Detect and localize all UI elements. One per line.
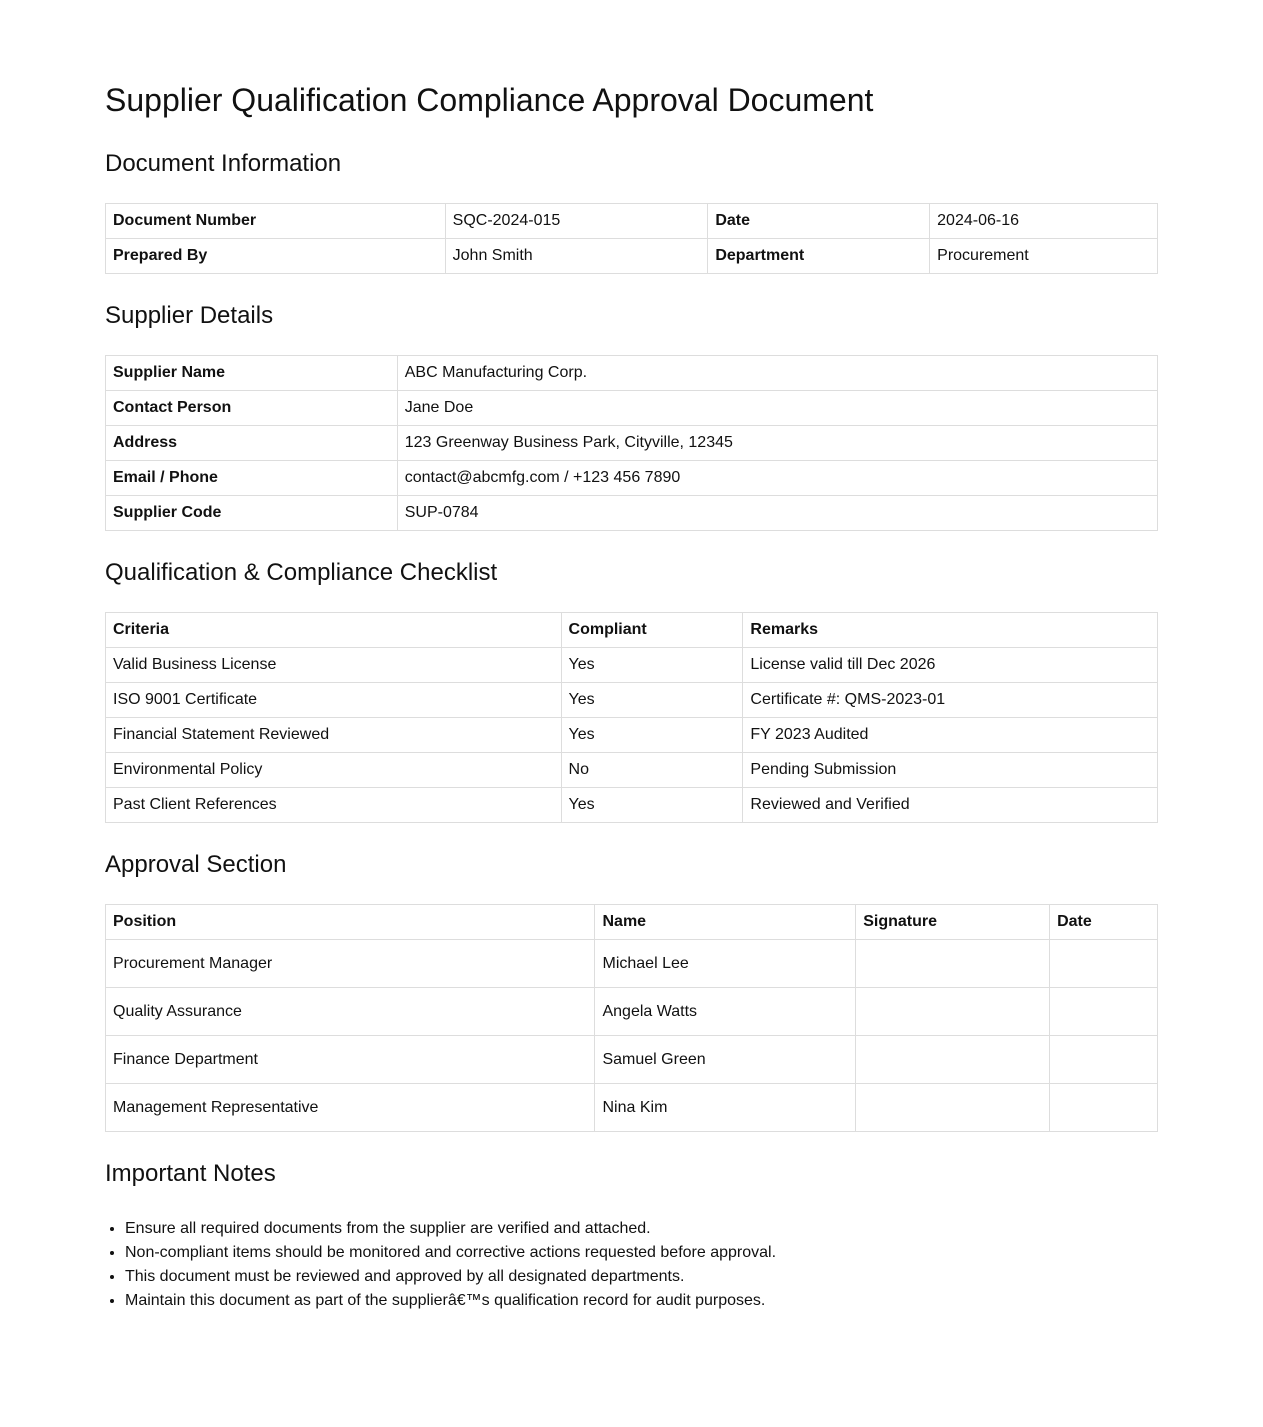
approval-heading: Approval Section <box>105 851 287 878</box>
department-value: Procurement <box>930 239 1158 274</box>
table-row <box>106 788 1158 823</box>
date-cell <box>1050 940 1158 988</box>
note-item: • Non-compliant items should be monitored and corrective actions requested before approval. <box>125 1241 1158 1265</box>
notes-list <box>105 1217 1158 1313</box>
table-row <box>106 356 1158 391</box>
compliant-cell: Yes <box>561 788 743 823</box>
supplier-field-value: 123 Greenway Business Park, Cityville, 12345 <box>397 426 1157 461</box>
remarks-cell: Certificate #: QMS-2023-01 <box>743 683 1158 718</box>
criteria-cell: Valid Business License <box>106 648 562 683</box>
signature-cell <box>856 1084 1050 1132</box>
supplier-field-label: Supplier Code <box>106 496 398 531</box>
supplier-field-label: Supplier Name <box>106 356 398 391</box>
checklist-heading: Qualification & Compliance Checklist <box>105 559 498 586</box>
table-row <box>106 988 1158 1036</box>
date-label: Date <box>708 204 930 239</box>
supplier-field-value: SUP-0784 <box>397 496 1157 531</box>
supplier-field-value: contact@abcmfg.com / +123 456 7890 <box>397 461 1157 496</box>
table-row <box>106 648 1158 683</box>
column-header-position: Position <box>106 905 595 940</box>
note-item: • Maintain this document as part of the supplierâ€™s qualification record for audit purposes. <box>125 1289 1158 1313</box>
criteria-cell: Financial Statement Reviewed <box>106 718 562 753</box>
column-header-name: Name <box>595 905 856 940</box>
date-cell <box>1050 988 1158 1036</box>
table-row <box>106 718 1158 753</box>
prepared-by-value: John Smith <box>445 239 708 274</box>
name-cell: Samuel Green <box>595 1036 856 1084</box>
compliant-cell: Yes <box>561 683 743 718</box>
prepared-by-label: Prepared By <box>106 239 446 274</box>
table-row <box>106 1036 1158 1084</box>
table-row <box>106 426 1158 461</box>
name-cell: Nina Kim <box>595 1084 856 1132</box>
table-row <box>106 496 1158 531</box>
supplier-details-table <box>105 355 1158 531</box>
criteria-cell: Environmental Policy <box>106 753 562 788</box>
document-info-heading: Document Information <box>105 150 342 177</box>
supplier-field-label: Email / Phone <box>106 461 398 496</box>
supplier-field-label: Address <box>106 426 398 461</box>
name-cell: Angela Watts <box>595 988 856 1036</box>
supplier-field-value: ABC Manufacturing Corp. <box>397 356 1157 391</box>
table-row <box>106 391 1158 426</box>
table-row <box>106 683 1158 718</box>
supplier-details-heading: Supplier Details <box>105 302 274 329</box>
table-row <box>106 1084 1158 1132</box>
table-row <box>106 940 1158 988</box>
position-cell: Quality Assurance <box>106 988 595 1036</box>
date-cell <box>1050 1036 1158 1084</box>
column-header-signature: Signature <box>856 905 1050 940</box>
notes-heading: Important Notes <box>105 1160 276 1187</box>
compliant-cell: Yes <box>561 718 743 753</box>
criteria-cell: Past Client References <box>106 788 562 823</box>
table-header-row <box>106 905 1158 940</box>
date-cell <box>1050 1084 1158 1132</box>
remarks-cell: FY 2023 Audited <box>743 718 1158 753</box>
remarks-cell: Reviewed and Verified <box>743 788 1158 823</box>
compliant-cell: Yes <box>561 648 743 683</box>
checklist-table <box>105 612 1158 823</box>
signature-cell <box>856 940 1050 988</box>
doc-number-label: Document Number <box>106 204 446 239</box>
remarks-cell: License valid till Dec 2026 <box>743 648 1158 683</box>
position-cell: Finance Department <box>106 1036 595 1084</box>
table-row <box>106 239 1158 274</box>
signature-cell <box>856 988 1050 1036</box>
page-title: Supplier Qualification Compliance Approval Document <box>105 82 874 118</box>
name-cell: Michael Lee <box>595 940 856 988</box>
date-value: 2024-06-16 <box>930 204 1158 239</box>
column-header-remarks: Remarks <box>743 613 1158 648</box>
doc-number-value: SQC-2024-015 <box>445 204 708 239</box>
column-header-criteria: Criteria <box>106 613 562 648</box>
approval-table <box>105 904 1158 1132</box>
criteria-cell: ISO 9001 Certificate <box>106 683 562 718</box>
department-label: Department <box>708 239 930 274</box>
column-header-date: Date <box>1050 905 1158 940</box>
table-row <box>106 753 1158 788</box>
supplier-field-label: Contact Person <box>106 391 398 426</box>
position-cell: Procurement Manager <box>106 940 595 988</box>
note-item: • This document must be reviewed and approved by all designated departments. <box>125 1265 1158 1289</box>
column-header-compliant: Compliant <box>561 613 743 648</box>
document-info-table <box>105 203 1158 274</box>
table-row <box>106 461 1158 496</box>
table-header-row <box>106 613 1158 648</box>
position-cell: Management Representative <box>106 1084 595 1132</box>
compliant-cell: No <box>561 753 743 788</box>
table-row <box>106 204 1158 239</box>
supplier-field-value: Jane Doe <box>397 391 1157 426</box>
note-item: • Ensure all required documents from the supplier are verified and attached. <box>125 1217 1158 1241</box>
signature-cell <box>856 1036 1050 1084</box>
remarks-cell: Pending Submission <box>743 753 1158 788</box>
